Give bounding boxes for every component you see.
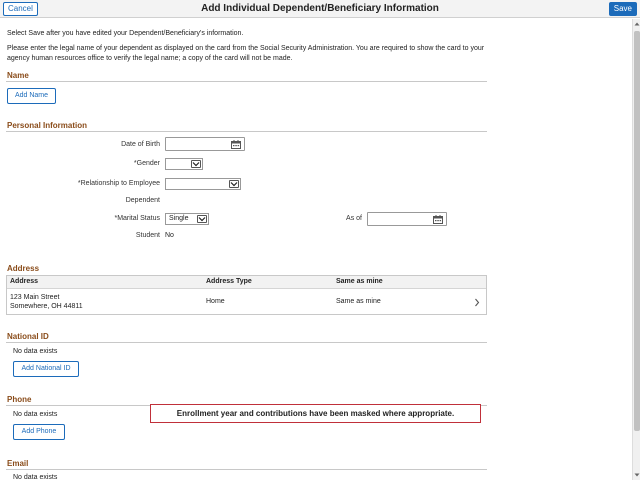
dob-label: Date of Birth: [121, 141, 160, 148]
student-label: Student: [135, 232, 160, 239]
dob-input[interactable]: [165, 137, 245, 151]
gender-select[interactable]: [165, 158, 203, 170]
dependent-label: Dependent: [125, 197, 160, 204]
national-id-empty-text: No data exists: [13, 348, 58, 355]
masking-note: Enrollment year and contributions have been masked where appropriate.: [150, 404, 481, 423]
section-title-national-id: National ID: [7, 332, 49, 341]
section-divider: [6, 342, 487, 343]
as-of-date-input[interactable]: [367, 212, 447, 226]
add-phone-button[interactable]: Add Phone: [13, 424, 65, 440]
address-line2: Somewhere, OH 44811: [10, 303, 83, 310]
calendar-icon[interactable]: [231, 140, 241, 149]
instruction-save: Select Save after you have edited your Dependent/Beneficiary's information.: [7, 30, 244, 37]
relationship-select[interactable]: [165, 178, 241, 190]
address-table: [6, 275, 487, 315]
page-title: Add Individual Dependent/Beneficiary Information: [201, 3, 439, 14]
vertical-scrollbar[interactable]: [632, 19, 640, 480]
column-header-address-type: Address Type: [206, 278, 252, 285]
student-value: No: [165, 232, 174, 239]
same-as-mine-value: Same as mine: [336, 298, 381, 305]
phone-empty-text: No data exists: [13, 411, 58, 418]
as-of-label: As of: [346, 215, 362, 222]
chevron-down-icon: [229, 180, 239, 188]
marital-status-value: Single: [169, 215, 189, 222]
add-national-id-button[interactable]: Add National ID: [13, 361, 79, 377]
section-title-email: Email: [7, 459, 29, 468]
section-title-personal-info: Personal Information: [7, 121, 88, 130]
section-title-phone: Phone: [7, 395, 32, 404]
address-line1: 123 Main Street: [10, 294, 60, 301]
gender-label: *Gender: [133, 160, 160, 167]
save-button[interactable]: Save: [609, 2, 637, 16]
instruction-legal-name: Please enter the legal name of your dependent as displayed on the card from the Social Security Administration. You are required to show the card to your agency human resources office to verify the legal name; a copy of the card will not be made.: [7, 45, 485, 62]
column-header-address: Address: [10, 278, 39, 285]
section-divider: [6, 131, 487, 132]
table-row[interactable]: [7, 290, 486, 315]
chevron-down-icon: [197, 215, 207, 223]
column-header-same-as-mine: Same as mine: [336, 278, 383, 285]
scroll-down-icon[interactable]: [633, 471, 640, 479]
calendar-icon[interactable]: [433, 215, 443, 224]
address-table-header: [7, 276, 486, 289]
email-empty-text: No data exists: [13, 474, 58, 480]
section-title-name: Name: [7, 71, 29, 80]
section-title-address: Address: [7, 264, 40, 273]
address-type-value: Home: [206, 298, 225, 305]
section-divider: [6, 81, 487, 82]
cancel-button[interactable]: Cancel: [3, 2, 38, 16]
scrollbar-thumb[interactable]: [634, 31, 640, 431]
marital-status-label: *Marital Status: [114, 215, 160, 222]
scroll-up-icon[interactable]: [633, 20, 640, 28]
chevron-right-icon[interactable]: [474, 298, 480, 307]
section-divider: [6, 469, 487, 470]
chevron-down-icon: [191, 160, 201, 168]
relationship-label: *Relationship to Employee: [77, 180, 160, 187]
add-name-button[interactable]: Add Name: [7, 88, 56, 104]
marital-status-select[interactable]: [165, 213, 209, 225]
page-header: [0, 0, 640, 18]
main-content: [0, 19, 632, 480]
